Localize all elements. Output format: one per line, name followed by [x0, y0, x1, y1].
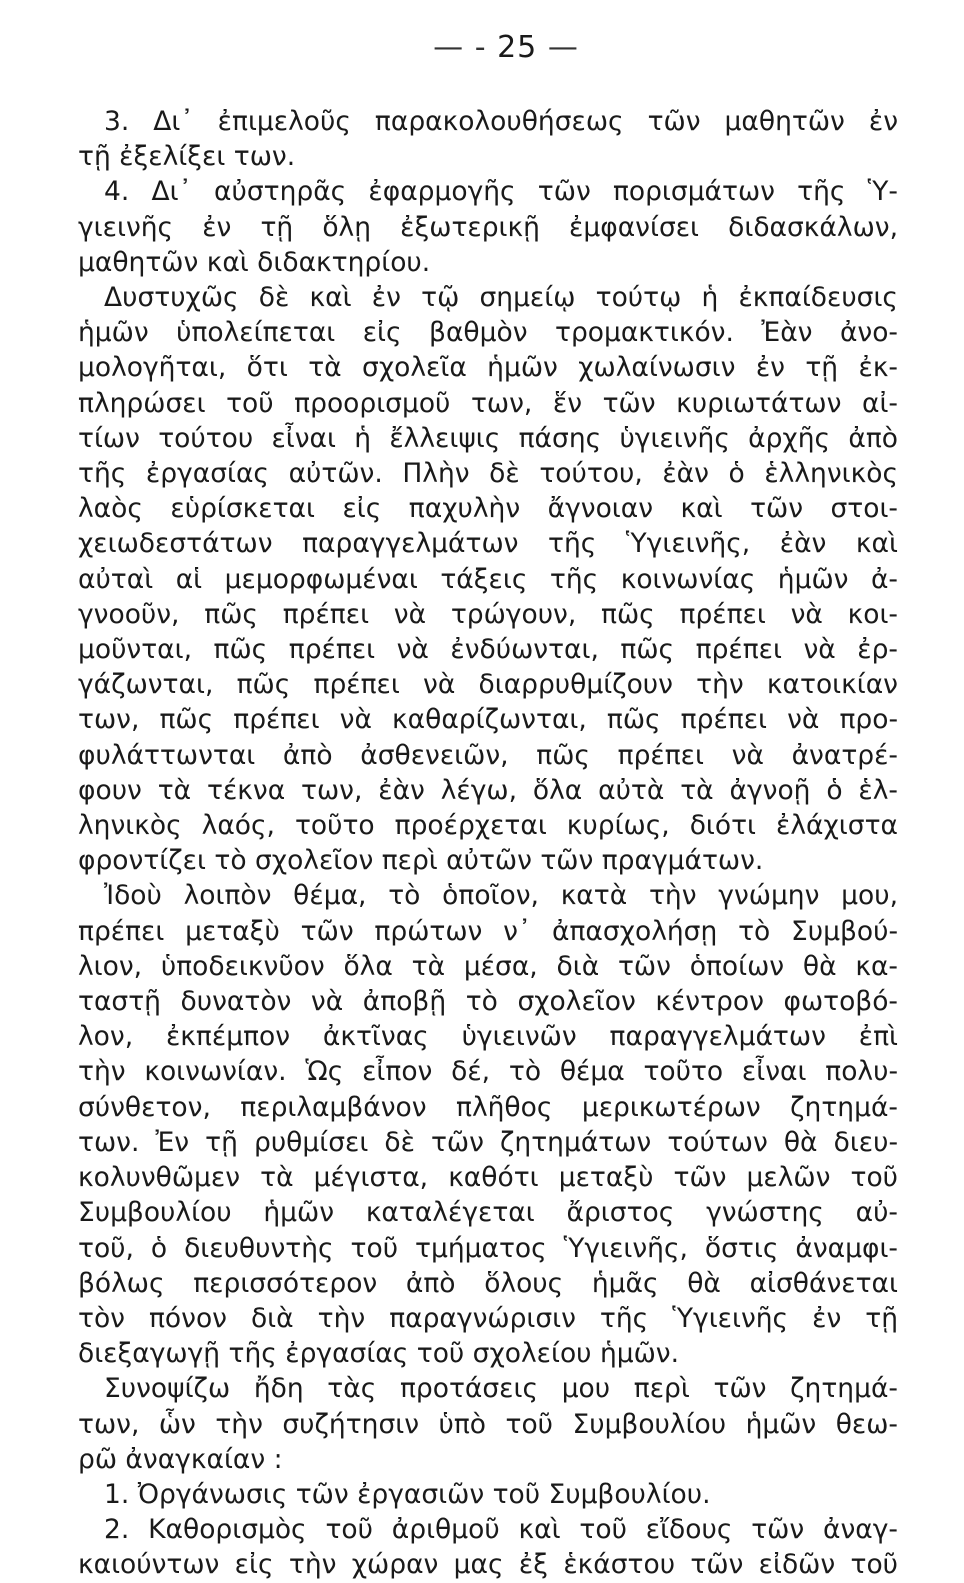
text-line: τίων τούτου εἶναι ἡ ἔλλειψις πάσης ὑγιεινῆς ἀρχῆς ἀπὸ: [78, 422, 898, 454]
text-line: ληνικὸς λαός, τοῦτο προέρχεται κυρίως, διότι ἐλάχιστα: [78, 810, 898, 842]
text-line: των, πῶς πρέπει νὰ καθαρίζωνται, πῶς πρέπει νὰ προ-: [78, 704, 898, 736]
text-line: φουν τὰ τέκνα των, ἐὰν λέγω, ὅλα αὐτὰ τὰ ἀγνοῇ ὁ ἑλ-: [78, 774, 898, 806]
text-line: τοῦ, ὁ διευθυντὴς τοῦ τμήματος Ὑγιεινῆς, ὅστις ἀναμφι-: [78, 1232, 898, 1264]
text-line: Συνοψίζω ἤδη τὰς προτάσεις μου περὶ τῶν ζητημά-: [104, 1373, 898, 1405]
text-line: χειωδεστάτων παραγγελμάτων τῆς Ὑγιεινῆς, ἐὰν καὶ: [78, 528, 898, 560]
text-line: Συμβουλίου ἡμῶν καταλέγεται ἄριστος γνώστης αὐ-: [78, 1197, 898, 1229]
page-number: 25: [497, 30, 538, 65]
text-line: των, ὧν τὴν συζήτησιν ὑπὸ τοῦ Συμβουλίου ἡμῶν θεω-: [78, 1408, 898, 1440]
text-line: τῆς ἐργασίας αὐτῶν. Πλὴν δὲ τούτου, ἐὰν ὁ ἑλληνικὸς: [78, 458, 898, 490]
page-number-header: [78, 28, 898, 68]
text-line: τὸν πόνον διὰ τὴν παραγνώρισιν τῆς Ὑγιεινῆς ἐν τῇ: [78, 1302, 898, 1334]
text-line: τὴν κοινωνίαν. Ὡς εἶπον δέ, τὸ θέμα τοῦτο εἶναι πολυ-: [78, 1056, 898, 1088]
text-line: 4. Δι᾽ αὐστηρᾶς ἐφαρμογῆς τῶν πορισμάτων τῆς Ὑ-: [104, 176, 898, 208]
text-line: γιεινῆς ἐν τῇ ὅλῃ ἐξωτερικῇ ἐμφανίσει διδασκάλων,: [78, 211, 898, 243]
text-line: βόλως περισσότερον ἀπὸ ὅλους ἡμᾶς θὰ αἰσθάνεται: [78, 1267, 898, 1299]
text-line: μοῦνται, πῶς πρέπει νὰ ἐνδύωνται, πῶς πρέπει νὰ ἐρ-: [78, 634, 898, 666]
text-line: ἡμῶν ὑπολείπεται εἰς βαθμὸν τρομακτικόν. Ἐὰν ἀνο-: [78, 317, 898, 349]
text-line: γάζωνται, πῶς πρέπει νὰ διαρρυθμίζουν τὴν κατοικίαν: [78, 669, 898, 701]
text-line: λον, ἐκπέμπον ἀκτῖνας ὑγιεινῶν παραγγελμάτων ἐπὶ: [78, 1021, 898, 1053]
text-line: 3. Δι᾽ ἐπιμελοῦς παρακολουθήσεως τῶν μαθητῶν ἐν: [104, 106, 898, 137]
text-line: ρῶ ἀναγκαίαν :: [78, 1443, 283, 1475]
text-line: καιούντων εἰς τὴν χώραν μας ἐξ ἑκάστου τῶν εἰδῶν τοῦ: [78, 1549, 898, 1581]
text-line: 1. Ὀργάνωσις τῶν ἐργασιῶν τοῦ Συμβουλίου.: [104, 1478, 711, 1510]
text-line: φροντίζει τὸ σχολεῖον περὶ αὐτῶν τῶν πραγμάτων.: [78, 845, 764, 877]
text-line: πρέπει μεταξὺ τῶν πρώτων ν᾽ ἀπασχολήσῃ τὸ Συμβού-: [78, 915, 898, 947]
text-line: κολυνθῶμεν τὰ μέγιστα, καθότι μεταξὺ τῶν μελῶν τοῦ: [78, 1162, 898, 1194]
right-dash-ornament: —: [547, 30, 579, 65]
text-line: μολογῆται, ὅτι τὰ σχολεῖα ἡμῶν χωλαίνωσιν ἐν τῇ ἐκ-: [78, 352, 898, 384]
text-line: Δυστυχῶς δὲ καὶ ἐν τῷ σημείῳ τούτῳ ἡ ἐκπαίδευσις: [104, 282, 898, 314]
body-text: [78, 104, 898, 1583]
text-line: των. Ἐν τῇ ρυθμίσει δὲ τῶν ζητημάτων τούτων θὰ διευ-: [78, 1126, 898, 1158]
text-line: αὐταὶ αἱ μεμορφωμέναι τάξεις τῆς κοινωνίας ἡμῶν ἀ-: [78, 563, 898, 595]
text-line: μαθητῶν καὶ διδακτηρίου.: [78, 246, 431, 278]
left-dash-ornament: — -: [433, 30, 487, 65]
text-line: διεξαγωγῇ τῆς ἐργασίας τοῦ σχολείου ἡμῶν.: [78, 1338, 680, 1370]
text-line: λαὸς εὑρίσκεται εἰς παχυλὴν ἄγνοιαν καὶ τῶν στοι-: [78, 493, 898, 525]
text-line: γνοοῦν, πῶς πρέπει νὰ τρώγουν, πῶς πρέπει νὰ κοι-: [78, 598, 898, 630]
text-line: Ἰδοὺ λοιπὸν θέμα, τὸ ὁποῖον, κατὰ τὴν γνώμην μου,: [104, 880, 898, 912]
text-line: τῇ ἐξελίξει των.: [78, 141, 296, 173]
text-line: φυλάττωνται ἀπὸ ἀσθενειῶν, πῶς πρέπει νὰ ἀνατρέ-: [78, 739, 898, 771]
text-line: ταστῇ δυνατὸν νὰ ἀποβῇ τὸ σχολεῖον κέντρον φωτοβό-: [78, 986, 898, 1018]
text-line: λιον, ὑποδεικνῦον ὅλα τὰ μέσα, διὰ τῶν ὁποίων θὰ κα-: [78, 950, 898, 982]
text-line: 2. Καθορισμὸς τοῦ ἀριθμοῦ καὶ τοῦ εἴδους τῶν ἀναγ-: [104, 1514, 898, 1546]
text-line: σύνθετον, περιλαμβάνον πλῆθος μερικωτέρων ζητημά-: [78, 1091, 898, 1123]
text-line: πληρώσει τοῦ προορισμοῦ των, ἕν τῶν κυριωτάτων αἰ-: [78, 387, 898, 419]
